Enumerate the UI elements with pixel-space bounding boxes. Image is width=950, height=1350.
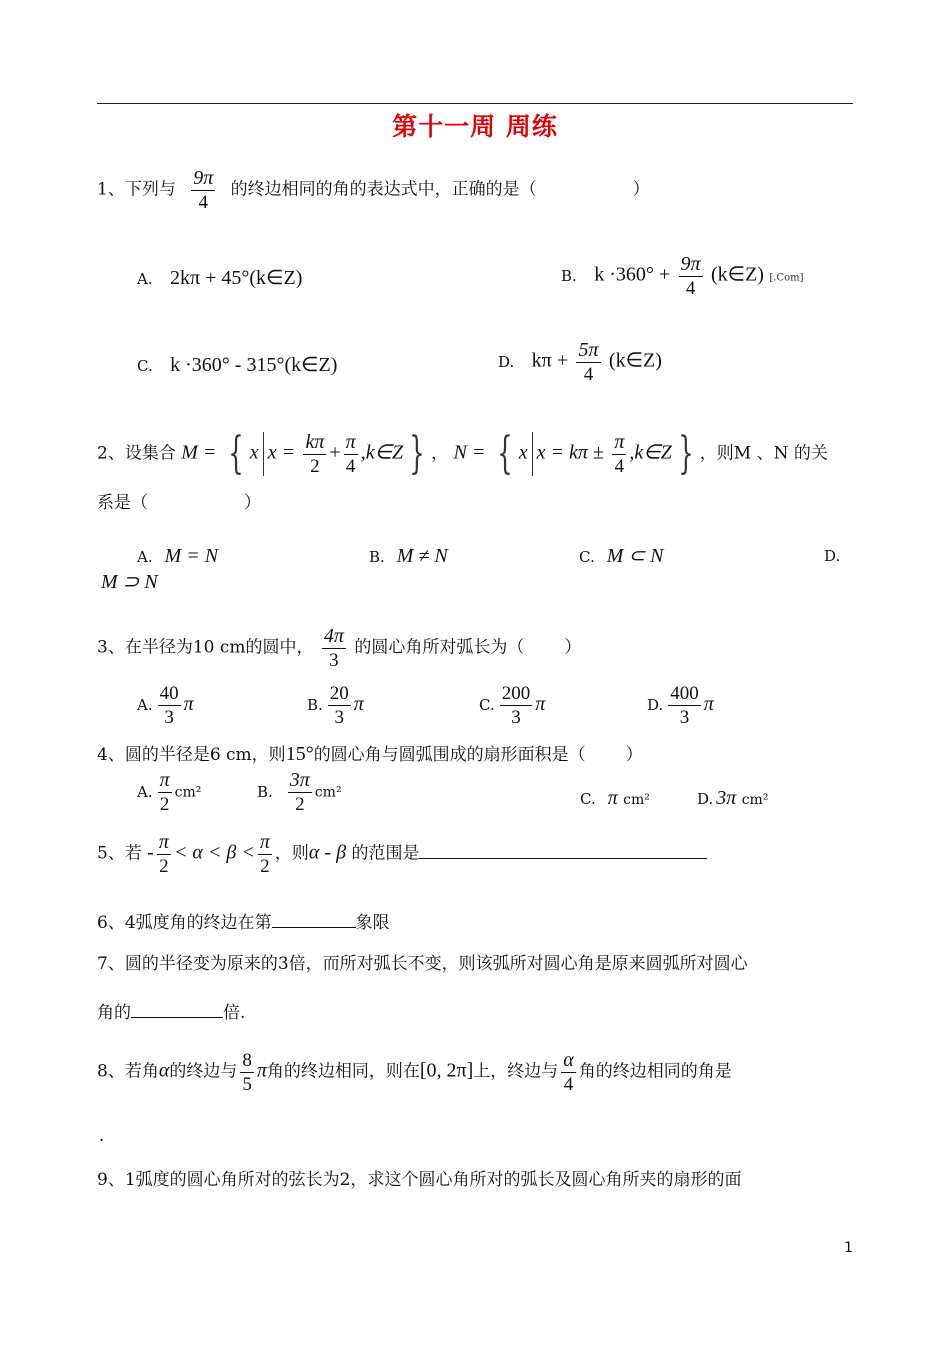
question-4: 4、圆的半径是6 cm，则15°的圆心角与圆弧围成的扇形面积是（ ） bbox=[97, 743, 643, 765]
q3-option-d: D. $\frac{400}{3}$ π bbox=[647, 683, 714, 728]
question-6: 6、4弧度角的终边在第 象限 bbox=[97, 913, 390, 933]
question-2: 2、设集合 M = { x x = $\frac{k\pi}{2}$ + $\frac{\pi}{4}$ ,k∈Z } ， N = { x x = kπ ± $\frac{\pi}{4}$ ,k∈Z } ，则M 、N 的关 bbox=[97, 428, 828, 479]
question-2-line-2: 系是（ ） bbox=[97, 493, 261, 513]
question-3: 3、在半径为10 cm的圆中， $\frac{4\pi}{3}$ 的圆心角所对弧长为（ ） bbox=[97, 625, 582, 671]
question-8: 8、若角α的终边与 $\frac{8}{5}$ π角的终边相同，则在[0, 2π]上，终边与 $\frac{\alpha}{4}$ 角的终边相同的角是 bbox=[97, 1049, 732, 1095]
q2-option-c: C. M ⊂ N bbox=[579, 545, 664, 567]
q6-answer-blank[interactable] bbox=[272, 912, 356, 928]
question-7: 7、圆的半径变为原来的3倍，而所对弧长不变，则该弧所对圆心角是原来圆弧所对圆心 bbox=[97, 954, 748, 974]
q1-option-b: B. k ·360° + $\frac{9\pi}{4}$ (k∈Z) [.Com] bbox=[561, 253, 804, 299]
q5-answer-blank[interactable] bbox=[419, 843, 707, 859]
page-title: 第十一周 周练 bbox=[392, 112, 558, 141]
q1-option-c: C. k ·360° - 315°(k∈Z) bbox=[137, 354, 338, 376]
source-note: [.Com] bbox=[769, 272, 804, 284]
q3-option-b: B. $\frac{20}{3}$ π bbox=[307, 683, 364, 728]
question-7-line-2: 角的 倍. bbox=[97, 1003, 246, 1023]
question-8-end: . bbox=[99, 1126, 105, 1146]
question-9: 9、1弧度的圆心角所对的弦长为2，求这个圆心角所对的弧长及圆心角所夹的扇形的面 bbox=[97, 1170, 742, 1190]
q4-option-d: D. 3π cm² bbox=[697, 787, 769, 809]
q2-option-d-label: D. bbox=[824, 547, 841, 565]
q3-option-a: A. $\frac{40}{3}$ π bbox=[137, 683, 194, 728]
q1-option-a: A. 2kπ + 45°(k∈Z) bbox=[137, 267, 303, 289]
header-rule bbox=[97, 103, 853, 104]
fraction-9pi-4: $\frac{9\pi}{4}$ bbox=[193, 167, 214, 213]
q2-option-d: M ⊃ N bbox=[101, 571, 158, 593]
q4-option-b: B. $\frac{3\pi}{2}$ cm² bbox=[257, 769, 342, 815]
q2-option-a: A. M = N bbox=[137, 545, 219, 567]
q2-option-b: B. M ≠ N bbox=[369, 545, 448, 567]
q4-option-a: A. $\frac{\pi}{2}$ cm² bbox=[137, 769, 202, 815]
q1-option-d: D. kπ + $\frac{5\pi}{4}$ (k∈Z) bbox=[498, 339, 662, 385]
q7-answer-blank[interactable] bbox=[131, 1002, 223, 1018]
q3-option-c: C. $\frac{200}{3}$ π bbox=[479, 683, 546, 728]
question-1: 1、下列与 $\frac{9\pi}{4}$ 的终边相同的角的表达式中，正确的是（ ） bbox=[97, 167, 650, 213]
page-number: 1 bbox=[844, 1240, 853, 1256]
question-5: 5、若 - $\frac{\pi}{2}$ < α < β < $\frac{\pi}{2}$ ，则α - β 的范围是 bbox=[97, 832, 707, 876]
q4-option-c: C. π cm² bbox=[580, 787, 650, 809]
